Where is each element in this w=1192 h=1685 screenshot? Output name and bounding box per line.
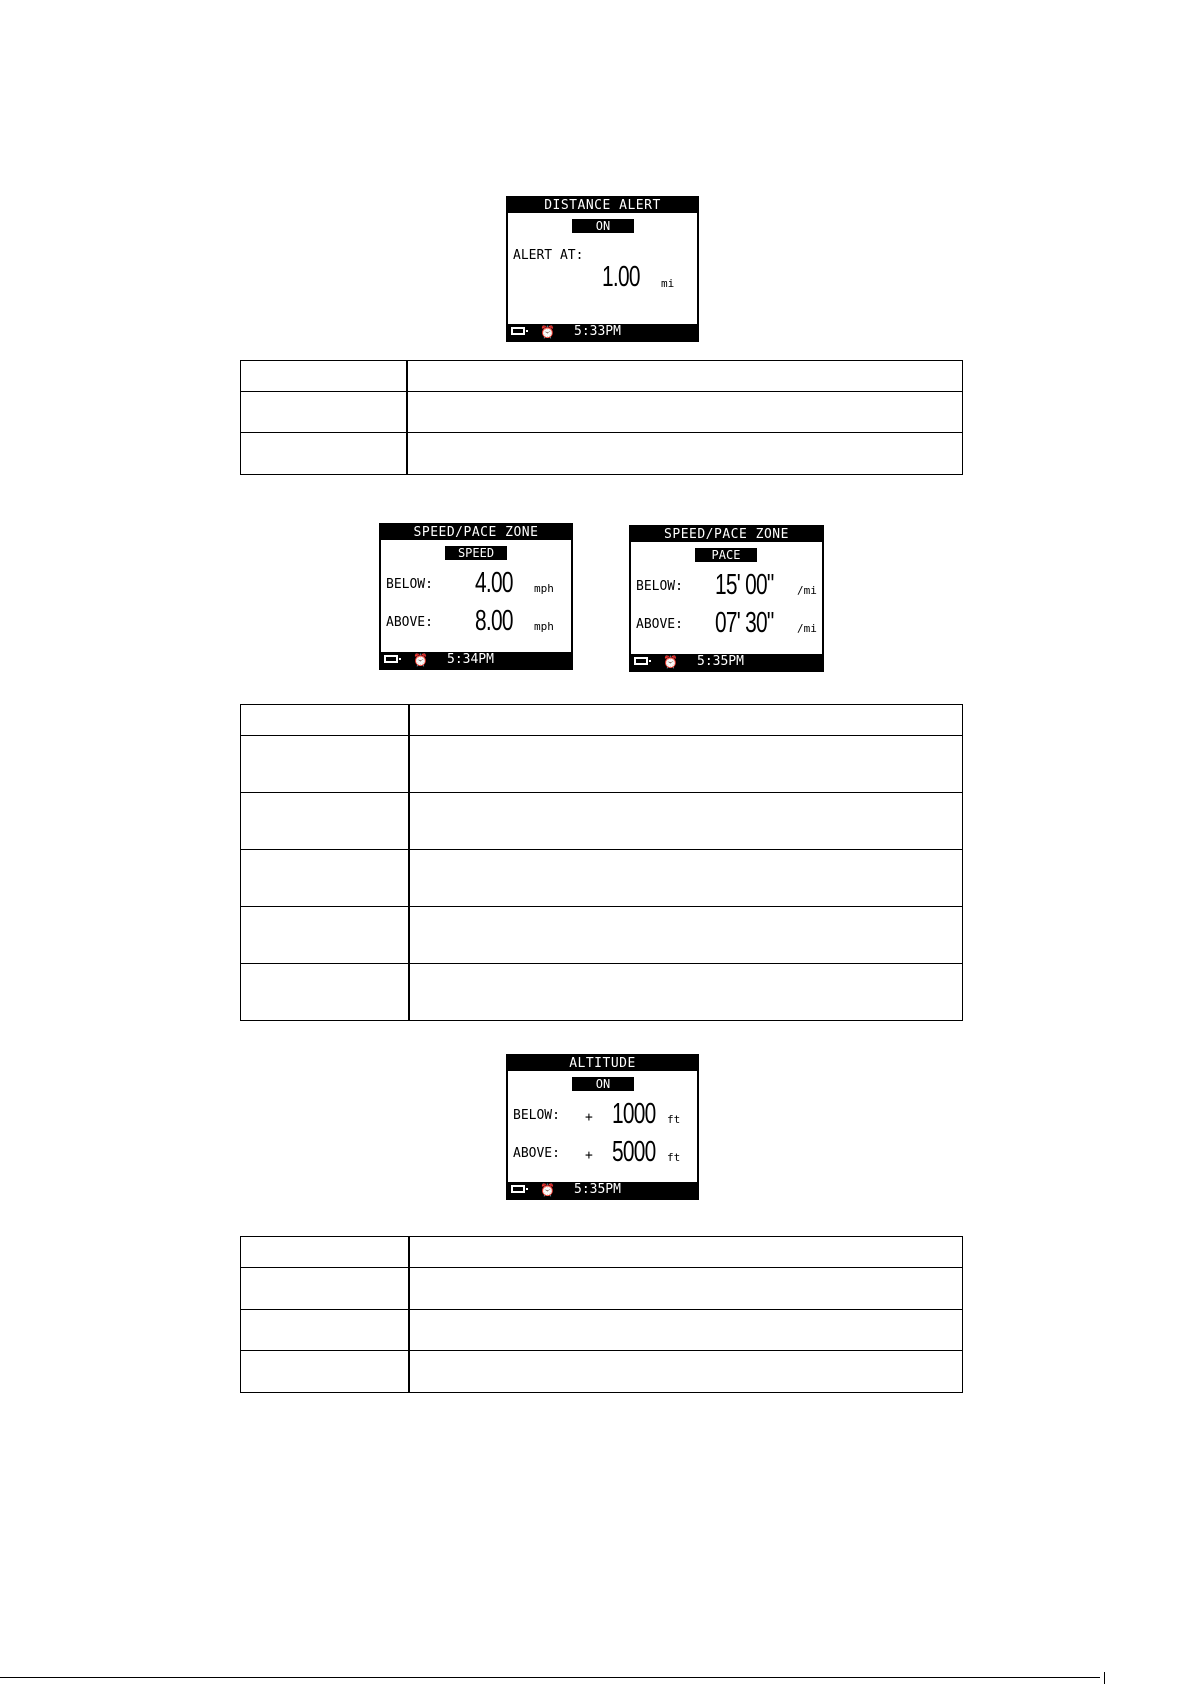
alarm-clock-icon: ⏰ — [413, 653, 428, 667]
battery-icon — [511, 327, 525, 335]
table-row — [241, 907, 963, 964]
mode-badge: PACE — [695, 548, 757, 562]
altitude-screen — [506, 1054, 699, 1200]
screen-title: SPEED/PACE ZONE — [381, 525, 571, 540]
alert-distance-unit: mi — [661, 277, 675, 290]
status-bar — [631, 654, 822, 670]
above-label: ABOVE: — [513, 1146, 560, 1161]
table-row — [241, 1351, 963, 1393]
below-sign: + — [585, 1110, 593, 1125]
above-label: ABOVE: — [636, 617, 683, 632]
table-row — [241, 1268, 963, 1310]
battery-icon — [511, 1185, 525, 1193]
speed-pace-table — [240, 704, 963, 1021]
screen-title: DISTANCE ALERT — [508, 198, 697, 213]
table-row — [241, 964, 963, 1021]
distance-alert-table — [240, 360, 963, 475]
alarm-clock-icon: ⏰ — [540, 1183, 555, 1197]
screen-title: ALTITUDE — [508, 1056, 697, 1071]
table-row — [241, 433, 963, 475]
clock-time: 5:35PM — [697, 654, 744, 669]
pace-zone-screen — [629, 525, 824, 672]
table-row — [241, 361, 963, 392]
status-bar — [508, 324, 697, 340]
table-row — [241, 736, 963, 793]
clock-time: 5:34PM — [447, 652, 494, 667]
alert-at-label: ALERT AT: — [513, 248, 584, 263]
table-row — [241, 1310, 963, 1351]
status-badge: ON — [572, 219, 634, 233]
status-bar — [381, 652, 571, 668]
alert-distance-value: 1.00 — [602, 261, 640, 293]
above-label: ABOVE: — [386, 615, 433, 630]
page-footer-rule — [0, 1677, 1100, 1678]
distance-alert-screen — [506, 196, 699, 342]
below-pace-unit: /mi — [797, 584, 817, 597]
status-bar — [508, 1182, 697, 1198]
table-row — [241, 793, 963, 850]
altitude-table — [240, 1236, 963, 1393]
below-altitude-unit: ft — [667, 1113, 681, 1126]
above-speed-value: 8.00 — [475, 605, 513, 637]
above-sign: + — [585, 1148, 593, 1163]
below-label: BELOW: — [386, 577, 433, 592]
battery-icon — [384, 655, 398, 663]
above-speed-unit: mph — [534, 620, 554, 633]
clock-time: 5:33PM — [574, 324, 621, 339]
table-row — [241, 392, 963, 433]
table-row — [241, 705, 963, 736]
above-pace-value: 07' 30" — [715, 607, 774, 639]
screen-title: SPEED/PACE ZONE — [631, 527, 822, 542]
below-speed-unit: mph — [534, 582, 554, 595]
below-pace-value: 15' 00" — [715, 569, 774, 601]
status-badge: ON — [572, 1077, 634, 1091]
battery-icon — [634, 657, 648, 665]
clock-time: 5:35PM — [574, 1182, 621, 1197]
above-altitude-value: 5000 — [612, 1136, 656, 1168]
below-label: BELOW: — [636, 579, 683, 594]
mode-badge: SPEED — [445, 546, 507, 560]
page-footer-mark — [1104, 1672, 1105, 1684]
table-row — [241, 850, 963, 907]
below-altitude-value: 1000 — [612, 1098, 656, 1130]
alarm-clock-icon: ⏰ — [540, 325, 555, 339]
below-speed-value: 4.00 — [475, 567, 513, 599]
above-altitude-unit: ft — [667, 1151, 681, 1164]
table-row — [241, 1237, 963, 1268]
alarm-clock-icon: ⏰ — [663, 655, 678, 669]
above-pace-unit: /mi — [797, 622, 817, 635]
speed-zone-screen — [379, 523, 573, 670]
below-label: BELOW: — [513, 1108, 560, 1123]
